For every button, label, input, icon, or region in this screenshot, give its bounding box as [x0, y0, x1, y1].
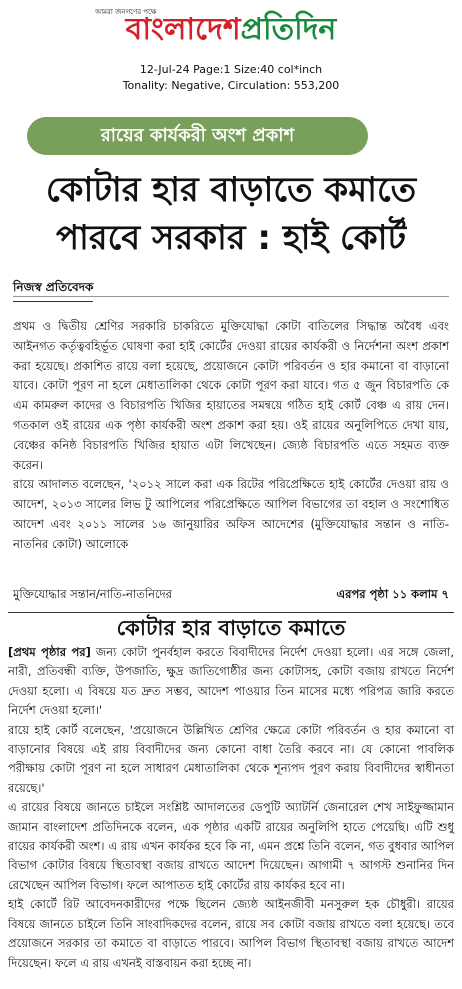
headline-line-1: কোটার হার বাড়াতে কমাতে — [45, 170, 417, 210]
paragraph-1: প্রথম ও দ্বিতীয় শ্রেণির সরকারি চাকরিতে মুক্তিযোদ্ধা কোটা বাতিলের সিদ্ধান্ত অবৈধ এবং আইনগত কর্তৃত্ববহির্ভূত ঘোষণা করা হাই কোর্টের দেওয়া রায়ের কার্যকরী ও নির্দেশনা অংশ প্রকাশ করা হয়েছে। প্রকাশিত রায়ে বলা হয়েছে, প্রয়োজনে কোটা পরিবর্তন ও হার কমানো বা বাড়ানো যাবে। কোটা পূরণ না হলে মেধাতালিকা থেকে কোটা পূরণ করা যাবে। গত ৫ জুন বিচারপতি কে এম কামরুল কাদের ও বিচারপতি খিজির হায়াতের সমন্বয়ে গঠিত হাই কোর্ট বেঞ্চ এ রায় দেন। গতকাল ওই রায়ের এক পৃষ্ঠা কার্যকরী অংশ প্রকাশ করা হয়। ওই রায়ের অনুলিপিতে দেখা যায়, বেঞ্চের কনিষ্ঠ বিচারপতি খিজির হায়াত এটা লিখেছেন। জ্যেষ্ঠ বিচারপতি এতে সহমত ব্যক্ত করেন। — [13, 319, 449, 472]
logo-part-bangladesh: বাংলাদেশ — [125, 12, 241, 47]
jump-line — [13, 584, 449, 604]
paragraph-4: রায়ে হাই কোর্ট বলেছেন, 'প্রয়োজনে উল্লিখিত শ্রেণির ক্ষেত্রে কোটা পরিবর্তন ও হার কমানো বা বাড়ানোর বিষয়ে এই রায় বিবাদীদের জন্য কোনো বাধা তৈরি করবে না। যে কোনো পাবলিক পরীক্ষায় কোটা পূরণ না হলে সাধারণ মেধাতালিকা থেকে শূন্যপদ পূরণ করায় বিবাদীদের স্বাধীনতা রয়েছে।' — [8, 722, 454, 795]
article-body-continuation — [8, 643, 454, 973]
masthead-tagline: আমরা জনগণের পক্ষে — [95, 8, 157, 16]
newspaper-logo — [0, 10, 462, 50]
jump-reference: এরপর পৃষ্ঠা ১১ কলাম ৭ — [336, 587, 449, 601]
clip-meta-date-size: 12-Jul-24 Page:1 Size:40 col*inch — [139, 63, 323, 76]
logo-part-protidin: প্রতিদিন — [240, 12, 337, 47]
masthead — [0, 0, 462, 58]
paragraph-5: এ রায়ের বিষয়ে জানতে চাইলে সংশ্লিষ্ট আদালতের ডেপুটি অ্যাটর্নি জেনারেল শেখ সাইফুজ্জামান জামান বাংলাদেশ প্রতিদিনকে বলেন, এক পৃষ্ঠার একটি রায়ের অনুলিপি হাতে পেয়েছি। এটি শুধু রায়ের কার্যকরী অংশ। এ রায় এখন কার্যকর হবে কি না, এমন প্রশ্নে তিনি বলেন, গত বুধবার আপিল বিভাগ কোটার বিষয়ে স্থিতাবস্থা বজায় রাখতে আদেশ দিয়েছেন। আগামী ৭ আগস্ট শুনানির দিন রেখেছেন আপিল বিভাগ। ফলে আপাতত হাই কোর্টের রায় কার্যকর হবে না। — [8, 800, 454, 892]
article-body-front — [13, 317, 449, 555]
clip-meta-tonality: Tonality: Negative, Circulation: 553,200 — [122, 79, 340, 92]
article-kicker: রায়ের কার্যকরী অংশ প্রকাশ — [27, 117, 368, 155]
jump-text: মুক্তিযোদ্ধার সন্তান/নাতি-নাতনিদের — [13, 587, 173, 601]
headline-line-2: পারবে সরকার : হাই কোর্ট — [55, 218, 407, 258]
byline-rule — [13, 296, 449, 297]
paragraph-6: হাই কোর্টে রিট আবেদনকারীদের পক্ষে ছিলেন জ্যেষ্ঠ আইনজীবী মনসুরুল হক চৌধুরী। রায়ের বিষয়ে জানতে চাইলে তিনি সাংবাদিকদের বলেন, রায়ে সব কোটা বজায় রাখতে বলা হয়েছে। তবে প্রয়োজনে সরকার তা কমাতে বা বাড়াতে পারবে। আপিল বিভাগ স্থিতাবস্থা বজায় রাখতে আদেশ দিয়েছেন। ফলে এ রায় এখনই বাস্তবায়ন করা হচ্ছে না। — [8, 897, 454, 970]
byline: নিজস্ব প্রতিবেদক — [13, 279, 93, 302]
continuation-headline: কোটার হার বাড়াতে কমাতে — [116, 616, 346, 640]
continuation-label: [প্রথম পৃষ্ঠার পর] — [8, 645, 91, 659]
paragraph-3: জন্য কোটা পুনর্বহাল করতে বিবাদীদের নির্দেশ দেওয়া হলো। এর সঙ্গে জেলা, নারী, প্রতিবন্ধী ব্যক্তি, উপজাতি, ক্ষুদ্র জাতিগোষ্ঠীর জন্য কোটাসহ, কোটা বজায় রাখতে নির্দেশ দেওয়া হলো। এ বিষয়ে যত দ্রুত সম্ভব, আদেশ পাওয়ার তিন মাসের মধ্যে পরিপত্র জারি করতে নির্দেশ দেওয়া হলো।' — [8, 645, 455, 718]
paragraph-2: রায়ে আদালত বলেছেন, '২০১২ সালে করা এক রিটের পরিপ্রেক্ষিতে হাই কোর্টের দেওয়া রায় ও আদেশ, ২০১৩ সালের লিভ টু আপিলের পরিপ্রেক্ষিতে আপিল বিভাগের তা বহাল ও সংশোধিত আদেশ এবং ২০১১ সালের ১৬ জানুয়ারির অফিস আদেশের (মুক্তিযোদ্ধার সন্তান ও নাতি-নাতনির কোটা) আলোকে — [13, 477, 449, 551]
continuation-divider — [8, 612, 454, 613]
